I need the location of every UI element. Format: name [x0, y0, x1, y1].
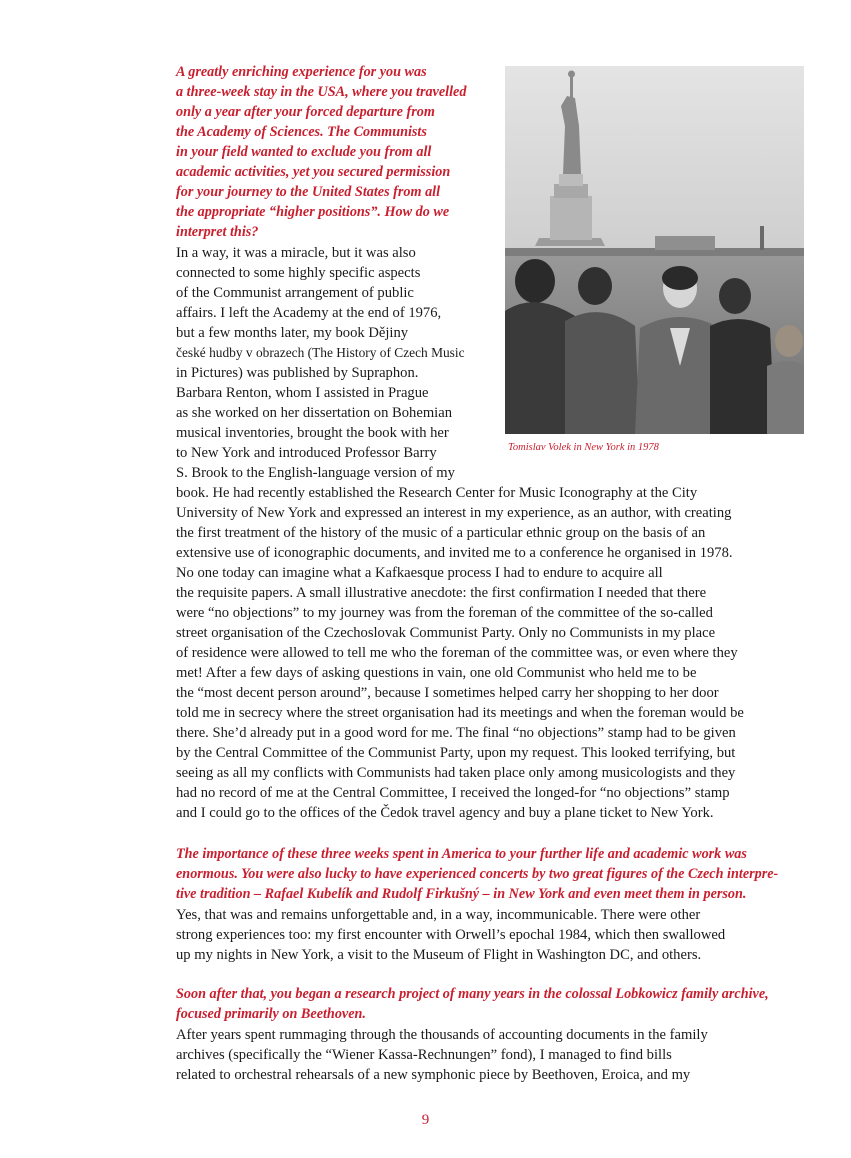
answer-line: by the Central Committee of the Communist Party, upon my request. This looked terrifying, but — [176, 745, 736, 761]
answer-line: up my nights in New York, a visit to the Museum of Flight in Washington DC, and others. — [176, 947, 702, 963]
answer-line: book. He had recently established the Research Center for Music Iconography at the City — [176, 485, 698, 501]
answer-line: were “no objections” to my journey was from the foreman of the committee of the so-called — [176, 605, 713, 621]
question-line: enormous. You were also lucky to have experienced concerts by two great figures of the Czech interpre- — [176, 866, 779, 882]
question-line: A greatly enriching experience for you was — [176, 64, 427, 80]
answer-line: in Pictures) was published by Supraphon. — [176, 365, 419, 381]
question-line: for your journey to the United States from all — [176, 184, 441, 200]
answer-line: archives (specifically the “Wiener Kassa-Rechnungen” fond), I managed to find bills — [176, 1047, 672, 1063]
answer-line: met! After a few days of asking questions in vain, one old Communist who held me to be — [176, 665, 697, 681]
statue-of-liberty-photo — [505, 66, 804, 434]
answer-line: related to orchestral rehearsals of a new symphonic piece by Beethoven, Eroica, and my — [176, 1067, 691, 1083]
answer-line: strong experiences too: my first encounter with Orwell’s epochal 1984, which then swallowed — [176, 927, 726, 943]
answer-line: seeing as all my conflicts with Communists had taken place only among musicologists and they — [176, 765, 736, 781]
answer-line: the “most decent person around”, because I sometimes helped carry her shopping to her door — [176, 685, 719, 701]
answer-line: University of New York and expressed an interest in my experience, as an author, with creating — [176, 505, 732, 521]
question-line: tive tradition – Rafael Kubelík and Rudolf Firkušný – in New York and even meet them in person. — [176, 886, 747, 902]
question-line: academic activities, yet you secured permission — [176, 164, 451, 180]
answer-line: Barbara Renton, whom I assisted in Prague — [176, 385, 429, 401]
answer-line: but a few months later, my book Dějiny — [176, 325, 409, 341]
answer-line: musical inventories, brought the book with her — [176, 425, 449, 441]
answer-line: No one today can imagine what a Kafkaesque process I had to endure to acquire all — [176, 565, 663, 581]
question-line: in your field wanted to exclude you from all — [176, 144, 432, 160]
photo-illustration — [505, 66, 804, 434]
answer-line: Yes, that was and remains unforgettable and, in a way, incommunicable. There were other — [176, 907, 701, 923]
page-number: 9 — [421, 1112, 430, 1128]
answer-line: české hudby v obrazech (The History of Czech Music — [176, 345, 465, 360]
answer-line: told me in secrecy where the street organisation had its meetings and when the foreman would be — [176, 705, 744, 721]
answer-line: and I could go to the offices of the Čedok travel agency and buy a plane ticket to New York. — [176, 805, 714, 821]
answer-line: to New York and introduced Professor Barry — [176, 445, 437, 461]
answer-line: affairs. I left the Academy at the end of 1976, — [176, 305, 442, 321]
question-line: only a year after your forced departure from — [176, 104, 435, 120]
question-line: interpret this? — [176, 224, 259, 240]
answer-line: there. She’d already put in a good word for me. The final “no objections” stamp had to be given — [176, 725, 736, 741]
question-line: The importance of these three weeks spent in America to your further life and academic work was — [176, 846, 747, 862]
answer-line: of residence were allowed to tell me who the foreman of the committee was, or even where they — [176, 645, 738, 661]
answer-line: as she worked on her dissertation on Bohemian — [176, 405, 453, 421]
answer-line: S. Brook to the English-language version of my — [176, 465, 455, 481]
question-line: Soon after that, you began a research project of many years in the colossal Lobkowicz family archive, — [176, 986, 769, 1002]
answer-line: the first treatment of the history of the music of a particular ethnic group on the basis of an — [176, 525, 706, 541]
answer-line: connected to some highly specific aspects — [176, 265, 421, 281]
answer-line: of the Communist arrangement of public — [176, 285, 414, 301]
question-line: the appropriate “higher positions”. How do we — [176, 204, 450, 220]
answer-line: the requisite papers. A small illustrative anecdote: the first confirmation I needed that there — [176, 585, 707, 601]
answer-line: had no record of me at the Central Committee, I received the longed-for “no objections” stamp — [176, 785, 730, 801]
question-line: the Academy of Sciences. The Communists — [176, 124, 427, 140]
question-line: a three-week stay in the USA, where you travelled — [176, 84, 467, 100]
answer-line: In a way, it was a miracle, but it was also — [176, 245, 416, 261]
answer-line: extensive use of iconographic documents, and invited me to a conference he organised in 1978. — [176, 545, 733, 561]
answer-line: street organisation of the Czechoslovak Communist Party. Only no Communists in my place — [176, 625, 716, 641]
question-line: focused primarily on Beethoven. — [176, 1006, 366, 1022]
photo-caption: Tomislav Volek in New York in 1978 — [508, 442, 659, 453]
answer-line: After years spent rummaging through the thousands of accounting documents in the family — [176, 1027, 708, 1043]
